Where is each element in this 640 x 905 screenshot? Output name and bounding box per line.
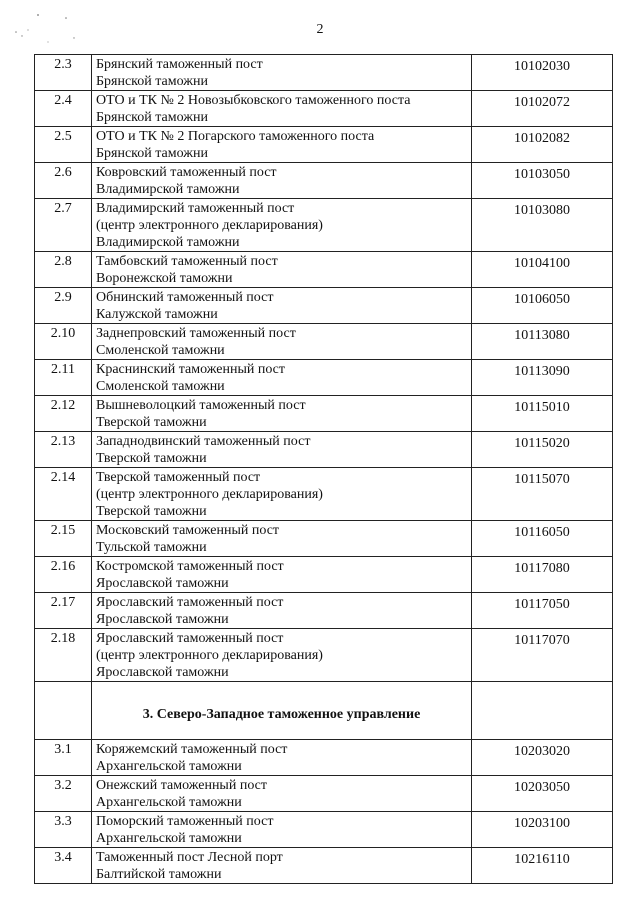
post-name-line: Калужской таможни [96, 307, 218, 322]
post-name-line: Архангельской таможни [96, 831, 242, 846]
post-name [92, 396, 472, 432]
row-number: 3.4 [35, 848, 92, 884]
post-name-line: Тверской таможни [96, 504, 207, 519]
row-number: 2.3 [35, 55, 92, 91]
post-name [92, 593, 472, 629]
post-code: 10203050 [514, 780, 570, 795]
post-name-line: Вышневолоцкий таможенный пост [96, 398, 306, 413]
post-code: 10203020 [514, 744, 570, 759]
post-name-line: Поморский таможенный пост [96, 814, 274, 829]
post-name [92, 557, 472, 593]
post-name-line: Западнодвинский таможенный пост [96, 434, 311, 449]
row-number: 2.15 [35, 521, 92, 557]
table-row [35, 776, 613, 812]
post-name-line: ОТО и ТК № 2 Погарского таможенного поста [96, 129, 375, 144]
post-name-line: Смоленской таможни [96, 343, 225, 358]
post-name-line: Онежский таможенный пост [96, 778, 268, 793]
row-number: 3.2 [35, 776, 92, 812]
post-code-cell [472, 55, 613, 91]
post-code: 10103050 [514, 167, 570, 182]
post-name [92, 432, 472, 468]
table-body-top [35, 55, 613, 682]
row-number: 2.13 [35, 432, 92, 468]
post-name-line: Брянский таможенный пост [96, 57, 263, 72]
post-code-cell [472, 288, 613, 324]
post-name [92, 199, 472, 252]
post-code: 10102030 [514, 59, 570, 74]
post-name [92, 252, 472, 288]
post-code-cell [472, 468, 613, 521]
section-header-body [35, 682, 613, 740]
post-name-line: Брянской таможни [96, 110, 208, 125]
table-row [35, 396, 613, 432]
post-code-cell [472, 252, 613, 288]
post-name [92, 55, 472, 91]
row-number: 2.10 [35, 324, 92, 360]
post-code: 10115020 [514, 436, 570, 451]
post-name [92, 360, 472, 396]
post-name-line: Ковровский таможенный пост [96, 165, 277, 180]
post-code-cell [472, 163, 613, 199]
table-row [35, 848, 613, 884]
row-number: 3.3 [35, 812, 92, 848]
post-code: 10216110 [514, 852, 570, 867]
post-name-line: Коряжемский таможенный пост [96, 742, 288, 757]
post-name-line: Владимирской таможни [96, 182, 240, 197]
post-name-line: Ярославской таможни [96, 576, 229, 591]
table-row [35, 55, 613, 91]
table-row [35, 360, 613, 396]
post-code-cell [472, 629, 613, 682]
post-code-cell [472, 593, 613, 629]
post-name-line: Владимирской таможни [96, 235, 240, 250]
table-row [35, 468, 613, 521]
post-name [92, 740, 472, 776]
table-row [35, 521, 613, 557]
table-row [35, 432, 613, 468]
post-code-cell [472, 324, 613, 360]
post-name [92, 468, 472, 521]
post-code-cell [472, 432, 613, 468]
post-code-cell [472, 127, 613, 163]
section-title: 3. Северо-Западное таможенное управление [92, 682, 472, 740]
post-code-cell [472, 812, 613, 848]
post-name-line: Ярославский таможенный пост [96, 631, 284, 646]
post-name [92, 324, 472, 360]
post-name-line: Тульской таможни [96, 540, 207, 555]
post-code: 10104100 [514, 256, 570, 271]
post-code: 10115070 [514, 472, 570, 487]
post-name-line: Таможенный пост Лесной порт [96, 850, 283, 865]
table-row [35, 163, 613, 199]
post-code: 10102082 [514, 131, 570, 146]
post-code: 10117080 [514, 561, 570, 576]
row-number: 2.4 [35, 91, 92, 127]
post-name-line: (центр электронного декларирования) [96, 218, 323, 233]
table-row [35, 91, 613, 127]
post-code-cell [472, 396, 613, 432]
post-name [92, 848, 472, 884]
table-row [35, 812, 613, 848]
post-name-line: Архангельской таможни [96, 795, 242, 810]
table-body-bottom [35, 740, 613, 884]
post-name-line: Заднепровский таможенный пост [96, 326, 296, 341]
section-code-cell [472, 682, 613, 740]
post-code: 10103080 [514, 203, 570, 218]
post-name-line: Тамбовский таможенный пост [96, 254, 278, 269]
post-name [92, 521, 472, 557]
post-code: 10102072 [514, 95, 570, 110]
post-code: 10113080 [514, 328, 570, 343]
post-name-line: Брянской таможни [96, 74, 208, 89]
post-name-line: Балтийской таможни [96, 867, 222, 882]
post-name [92, 127, 472, 163]
post-name-line: Ярославской таможни [96, 665, 229, 680]
row-number: 2.9 [35, 288, 92, 324]
row-number: 2.7 [35, 199, 92, 252]
post-code-cell [472, 848, 613, 884]
post-name [92, 288, 472, 324]
row-number: 2.5 [35, 127, 92, 163]
post-name-line: Смоленской таможни [96, 379, 225, 394]
post-name-line: Ярославский таможенный пост [96, 595, 284, 610]
post-code: 10116050 [514, 525, 570, 540]
post-name-line: Тверской таможни [96, 415, 207, 430]
row-number: 2.12 [35, 396, 92, 432]
post-name-line: ОТО и ТК № 2 Новозыбковского таможенного поста [96, 93, 411, 108]
post-name-line: Архангельской таможни [96, 759, 242, 774]
table-row [35, 127, 613, 163]
post-name [92, 812, 472, 848]
row-number: 2.16 [35, 557, 92, 593]
section-num-cell [35, 682, 92, 740]
post-name-line: (центр электронного декларирования) [96, 487, 323, 502]
row-number: 3.1 [35, 740, 92, 776]
row-number: 2.17 [35, 593, 92, 629]
post-code: 10203100 [514, 816, 570, 831]
post-code: 10106050 [514, 292, 570, 307]
post-name-line: Костромской таможенный пост [96, 559, 284, 574]
post-name [92, 91, 472, 127]
post-code: 10113090 [514, 364, 570, 379]
post-code-cell [472, 776, 613, 812]
table-row [35, 740, 613, 776]
table-row [35, 324, 613, 360]
table-row [35, 199, 613, 252]
table-row [35, 288, 613, 324]
row-number: 2.18 [35, 629, 92, 682]
table-row [35, 557, 613, 593]
post-code-cell [472, 521, 613, 557]
post-name-line: Тверской таможни [96, 451, 207, 466]
post-code: 10117050 [514, 597, 570, 612]
post-code-cell [472, 557, 613, 593]
page-number: 2 [316, 22, 324, 37]
table-row [35, 629, 613, 682]
row-number: 2.8 [35, 252, 92, 288]
post-name [92, 163, 472, 199]
post-code-cell [472, 740, 613, 776]
post-code-cell [472, 91, 613, 127]
post-name [92, 776, 472, 812]
table-row [35, 593, 613, 629]
row-number: 2.6 [35, 163, 92, 199]
post-name-line: Воронежской таможни [96, 271, 233, 286]
post-name-line: Обнинский таможенный пост [96, 290, 274, 305]
post-name-line: Брянской таможни [96, 146, 208, 161]
row-number: 2.11 [35, 360, 92, 396]
post-name-line: Краснинский таможенный пост [96, 362, 286, 377]
post-name-line: Тверской таможенный пост [96, 470, 261, 485]
post-code: 10115010 [514, 400, 570, 415]
customs-posts-table [34, 54, 613, 884]
post-name-line: (центр электронного декларирования) [96, 648, 323, 663]
post-name-line: Владимирский таможенный пост [96, 201, 295, 216]
post-name [92, 629, 472, 682]
table-row [35, 252, 613, 288]
post-code-cell [472, 199, 613, 252]
post-code: 10117070 [514, 633, 570, 648]
section-header-row [35, 682, 613, 740]
post-name-line: Московский таможенный пост [96, 523, 280, 538]
post-name-line: Ярославской таможни [96, 612, 229, 627]
post-code-cell [472, 360, 613, 396]
row-number: 2.14 [35, 468, 92, 521]
